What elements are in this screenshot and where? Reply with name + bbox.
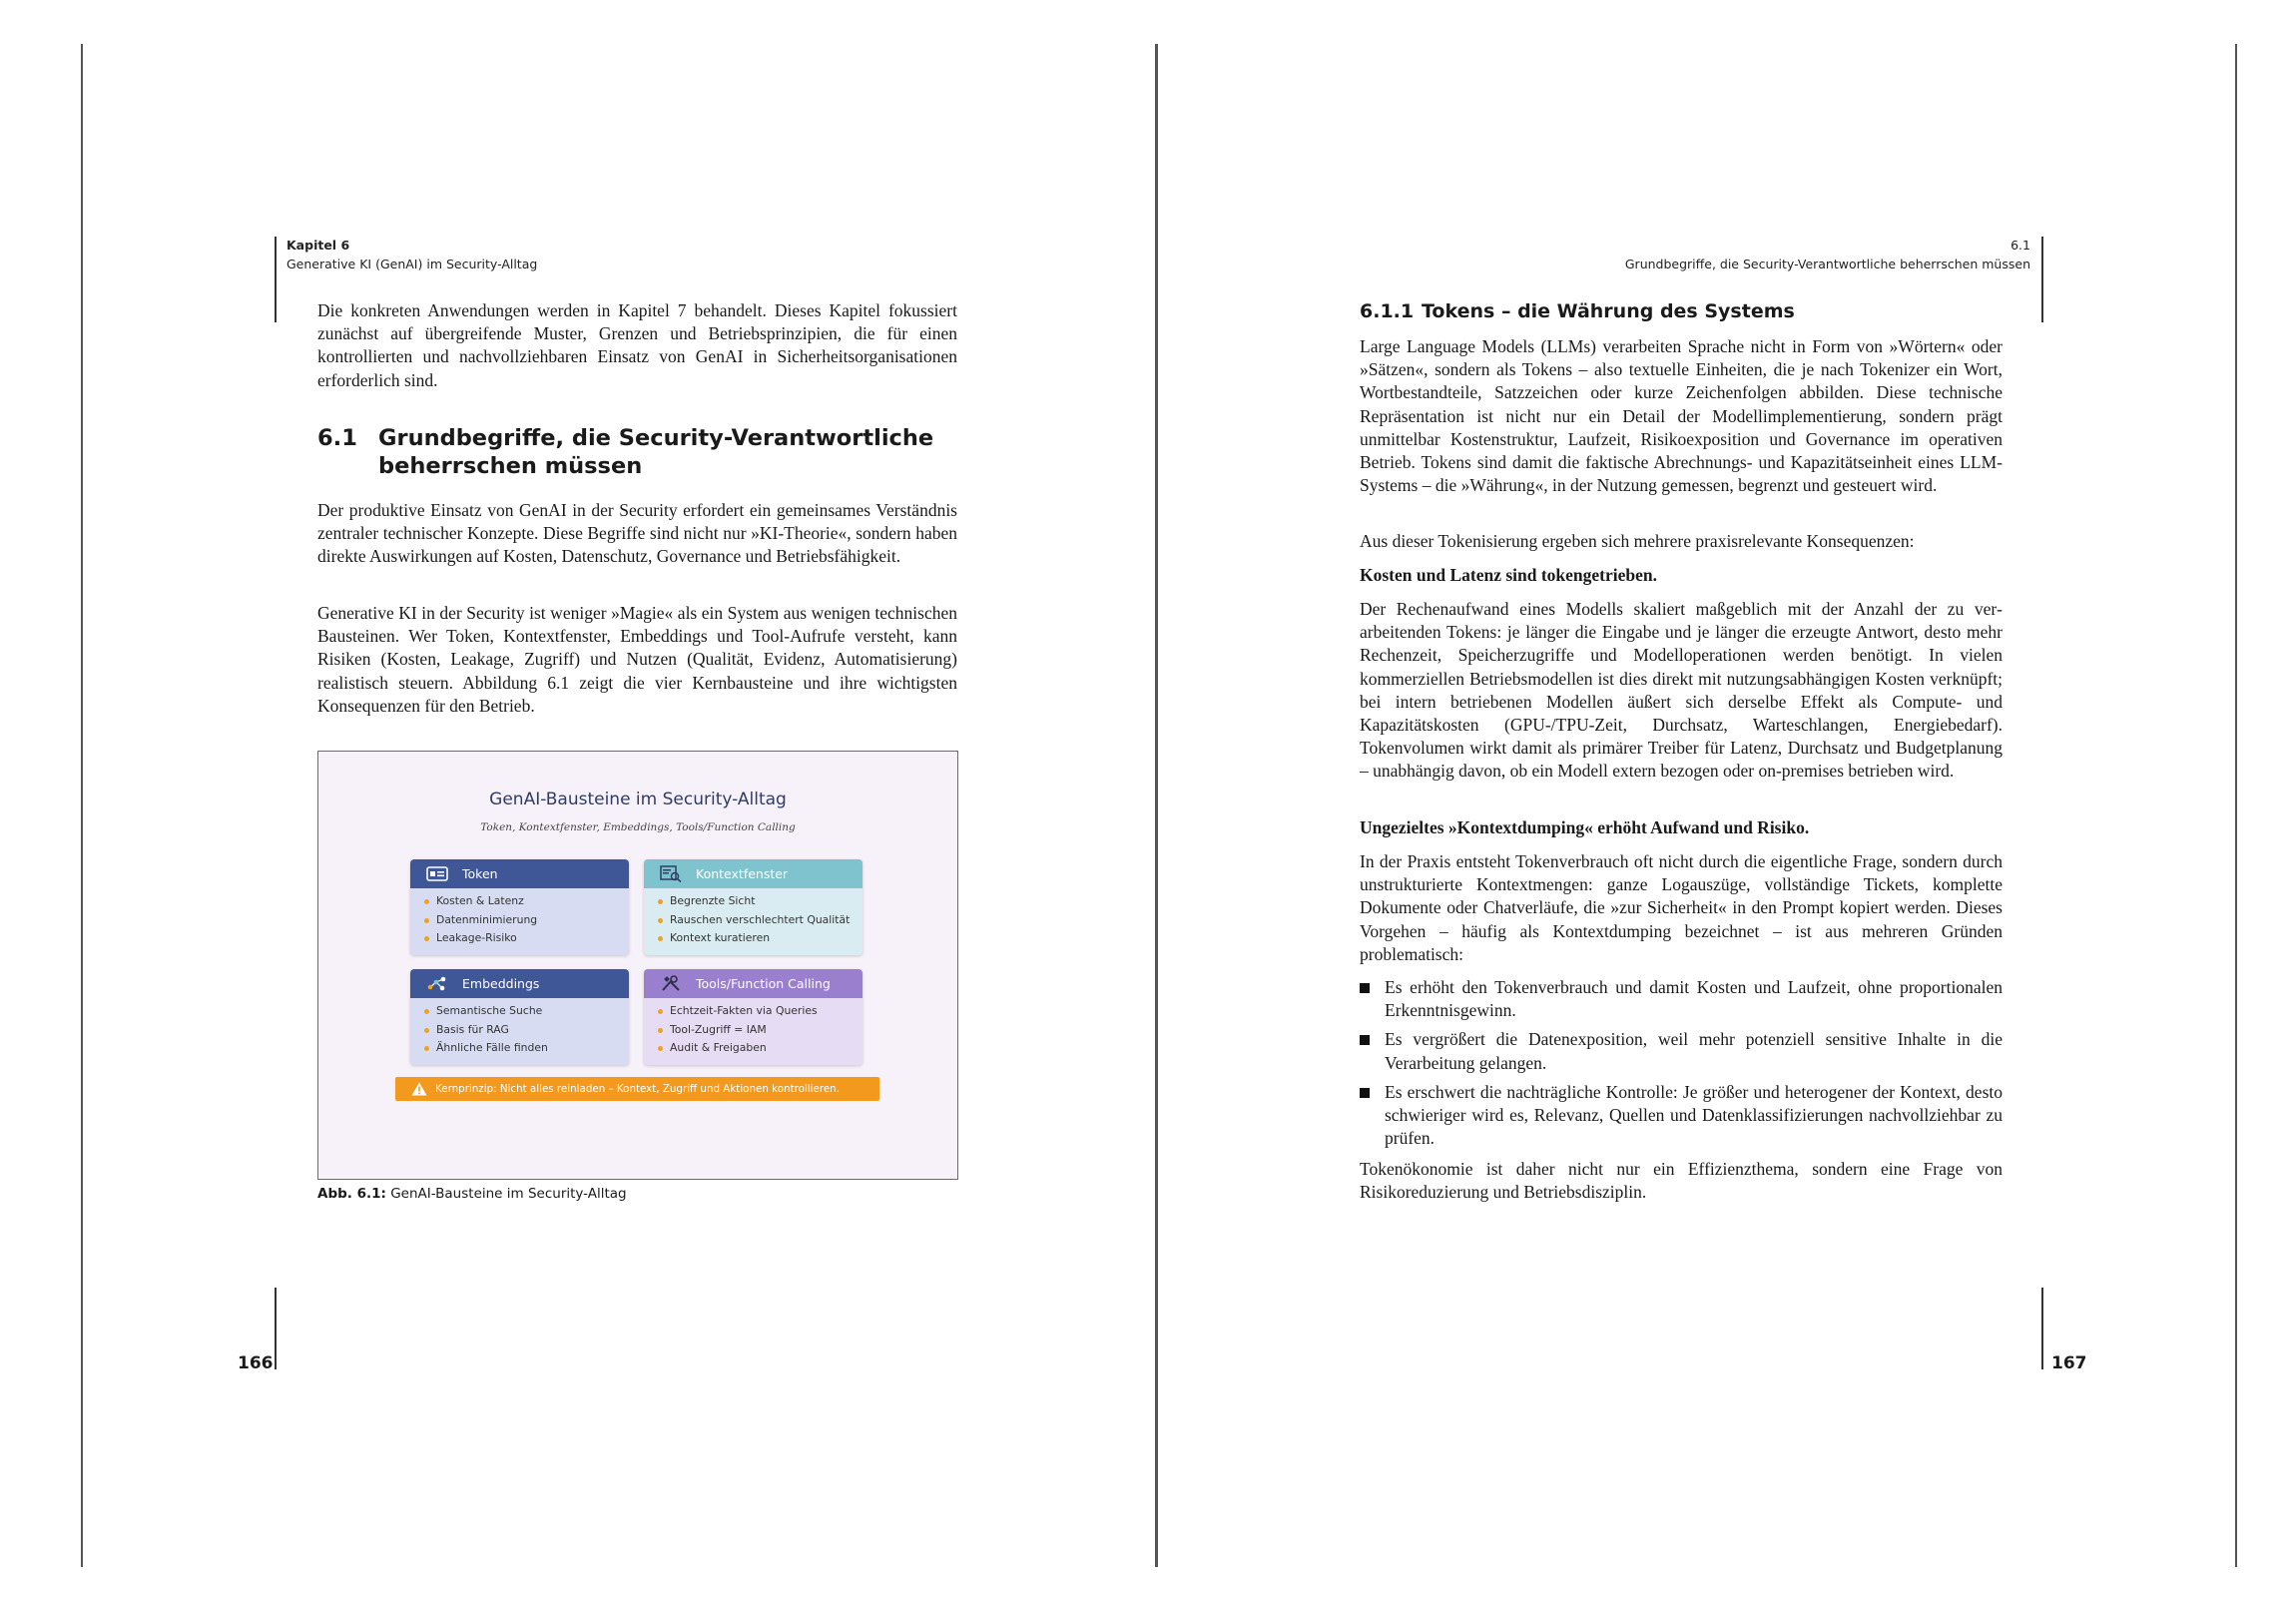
right-page-number: 167: [2051, 1353, 2087, 1373]
list-item: Tool-Zugriff = IAM: [658, 1021, 862, 1040]
left-running-header: [287, 236, 537, 273]
context-window-icon: [660, 865, 682, 882]
section-heading: [317, 424, 957, 480]
right-footer-rule: [2041, 1288, 2043, 1369]
left-paragraph-1: Der produktive Einsatz von GenAI in der Security erfordert ein gemeinsames Verständnis zentraler technischer Konzepte. Diese Begriffe sind nicht nur »KI-Theorie«, sondern haben direkte Auswirkungen auf Kosten, Datenschutz, Governance und Betriebsfähigkeit.: [317, 500, 957, 567]
bullet-square-icon: [1360, 1035, 1370, 1045]
chapter-label: Kapitel 6: [287, 238, 350, 253]
left-footer-rule: [275, 1288, 277, 1369]
subsection-heading: [1360, 299, 1795, 323]
list-item: Begrenzte Sicht: [658, 892, 862, 911]
left-paragraph-2: Generative KI in der Security ist weniger »Magie« als ein System aus wenigen technischen Bausteinen. Wer Token, Kontextfenster, Embeddings und Tool-Aufrufe versteht, kann Risiken (Kosten, Leakage, Zugriff) und Nutzen (Qualität, Evidenz, Automatisierung) realistisch steuern. Abbildung 6.1 zeigt die vier Kernbausteine und ihre wichtigsten Konsequenzen für den Betrieb.: [317, 603, 957, 716]
list-item: Es erhöht den Tokenverbrauch und damit Kosten und Laufzeit, ohne proportionalen Erkenntnisgewinn.: [1360, 976, 2003, 1022]
card-tools: [644, 969, 862, 1065]
header-section-title: Grundbegriffe, die Security-Verantwortliche beherrschen müssen: [1624, 257, 2030, 271]
section-title-line1: Grundbegriffe, die Security-Verantwortliche: [378, 425, 934, 451]
core-principle-banner: [395, 1077, 879, 1101]
bullet-square-icon: [1360, 1088, 1370, 1098]
list-item: Audit & Freigaben: [658, 1039, 862, 1058]
intro-paragraph: Die konkreten Anwendungen werden in Kapitel 7 behandelt. Dieses Kapitel fokussiert zunächst auf übergreifende Muster, Grenzen und Betriebsprinzipien, die für einen kontrollierten und nachvollziehbaren Einsatz von GenAI in Sicherheitsorganisationen erforderlich sind.: [317, 300, 957, 390]
left-header-rule: [275, 237, 277, 322]
list-item: Kontext kuratieren: [658, 929, 862, 948]
bullet-square-icon: [1360, 983, 1370, 993]
list-item: Es vergrößert die Datenexposition, weil mehr potenziell sensitive Inhalte in die Verarbeitung gelangen.: [1360, 1028, 2003, 1074]
embeddings-icon: [426, 975, 448, 992]
section-number: 6.1: [317, 425, 357, 451]
card-token-title: Token: [462, 866, 498, 881]
card-tools-title: Tools/Function Calling: [696, 976, 831, 991]
bold-heading-context-dumping: Ungezieltes »Kontextdumping« erhöht Aufwand und Risiko.: [1360, 817, 1810, 837]
card-token: [410, 859, 629, 955]
card-embeddings-title: Embeddings: [462, 976, 540, 991]
right-paragraph-1: Large Language Models (LLMs) verarbeiten Sprache nicht in Form von »Wörtern« oder »Sätzen«, sondern als Tokens – also textuelle Einheiten, die je nach Tokenizer ein Wort, Wortbestandteile, Satzzeichen oder kurze Zeichenfolgen abbilden. Diese technische Repräsentation ist nicht nur ein Detail der Modellimplementierung, sondern prägt unmittelbar Kostenstruktur, Laufzeit, Risikoexposition und Governance im operativen Betrieb. Tokens sind damit die faktische Abrechnungs- und Kapazitätseinheit eines LLM-Systems – die »Währung«, in der Nutzung gemessen, begrenzt und gesteuert wird.: [1360, 336, 2003, 496]
right-page-outer-edge: [2235, 44, 2237, 1567]
card-embeddings: [410, 969, 629, 1065]
caption-text: GenAI-Bausteine im Security-Alltag: [390, 1186, 627, 1202]
right-paragraph-4: In der Praxis entsteht Tokenverbrauch oft nicht durch die eigentliche Frage, sondern durch unstrukturierte Kontextmengen: ganze Logauszüge, vollständige Tickets, komplette Dokumente oder Chatverläufe, die »zur Sicherheit« in den Prompt kopiert werden. Dieses Vorgehen – häufig als Kontextdumping bezeichnet – ist aus mehreren Gründen problematisch:: [1360, 851, 2003, 964]
left-page-outer-edge: [81, 44, 83, 1567]
list-item: Es erschwert die nachträgliche Kontrolle: Je größer und heterogener der Kontext, desto schwieriger wird es, Relevanz, Quellen und Datenklassifizierungen nachvollziehbar zu prüfen.: [1360, 1081, 2003, 1151]
list-item: Basis für RAG: [424, 1021, 629, 1040]
list-item: Datenminimierung: [424, 911, 629, 930]
figure-genai-building-blocks: [317, 751, 958, 1180]
left-page-number: 166: [238, 1353, 274, 1373]
right-paragraph-2: Aus dieser Tokenisierung ergeben sich mehrere praxisrelevante Konsequenzen:: [1360, 531, 1915, 551]
subsection-number: 6.1.1: [1360, 300, 1415, 322]
list-item: Echtzeit-Fakten via Queries: [658, 1002, 862, 1021]
list-item: Semantische Suche: [424, 1002, 629, 1021]
card-kontextfenster: [644, 859, 862, 955]
figure-caption: [317, 1186, 627, 1202]
warning-icon: [411, 1082, 427, 1096]
banner-text: Kernprinzip: Nicht alles reinladen – Kontext, Zugriff und Aktionen kontrollieren.: [435, 1083, 840, 1095]
header-section-number: 6.1: [2010, 238, 2030, 253]
section-title-line2: beherrschen müssen: [378, 453, 643, 479]
token-icon: [426, 865, 448, 882]
right-paragraph-3: Der Rechenaufwand eines Modells skaliert maßgeblich mit der Anzahl der zu verarbeitenden Tokens: je länger die Eingabe und je länger die erzeugte Antwort, desto mehr Rechenzeit, Speicherzugriffe und Modelloperationen werden benötigt. In vielen kommerziellen Betriebsmodellen ist dies direkt mit nutzungsabhängigen Kosten verknüpft; bei intern betriebenen Modellen äußert sich derselbe Effekt als Compute- und Kapazitätskosten (GPU-/TPU-Zeit, Durchsatz, Warteschlangen, Energiebedarf). Tokenvolumen wirkt damit als primärer Treiber für Latenz, Durchsatz und Budgetplanung – unabhängig davon, ob ein Modell extern bezogen oder on-premises betrieben wird.: [1360, 599, 2003, 782]
list-item: Ähnliche Fälle finden: [424, 1039, 629, 1058]
bold-heading-costs: Kosten und Latenz sind tokengetrieben.: [1360, 565, 1658, 585]
tools-icon: [660, 975, 682, 992]
card-kontextfenster-title: Kontextfenster: [696, 866, 789, 881]
right-running-header: [1625, 236, 2030, 273]
figure-subtitle: Token, Kontextfenster, Embeddings, Tools/Function Calling: [480, 821, 796, 833]
figure-title: GenAI-Bausteine im Security-Alltag: [489, 790, 787, 809]
book-spine-line: [1155, 44, 1158, 1567]
list-item: Rauschen verschlechtert Qualität: [658, 911, 862, 930]
consequence-list: [1360, 976, 2003, 1156]
chapter-title: Generative KI (GenAI) im Security-Alltag: [287, 257, 538, 271]
subsection-title: Tokens – die Währung des Systems: [1422, 300, 1795, 322]
list-item: Kosten & Latenz: [424, 892, 629, 911]
list-item: Leakage-Risiko: [424, 929, 629, 948]
caption-label: Abb. 6.1:: [317, 1186, 386, 1202]
right-header-rule: [2041, 237, 2043, 322]
right-paragraph-5: Tokenökonomie ist daher nicht nur ein Effizienzthema, sondern eine Frage von Risikoreduzierung und Betriebsdisziplin.: [1360, 1159, 2003, 1203]
